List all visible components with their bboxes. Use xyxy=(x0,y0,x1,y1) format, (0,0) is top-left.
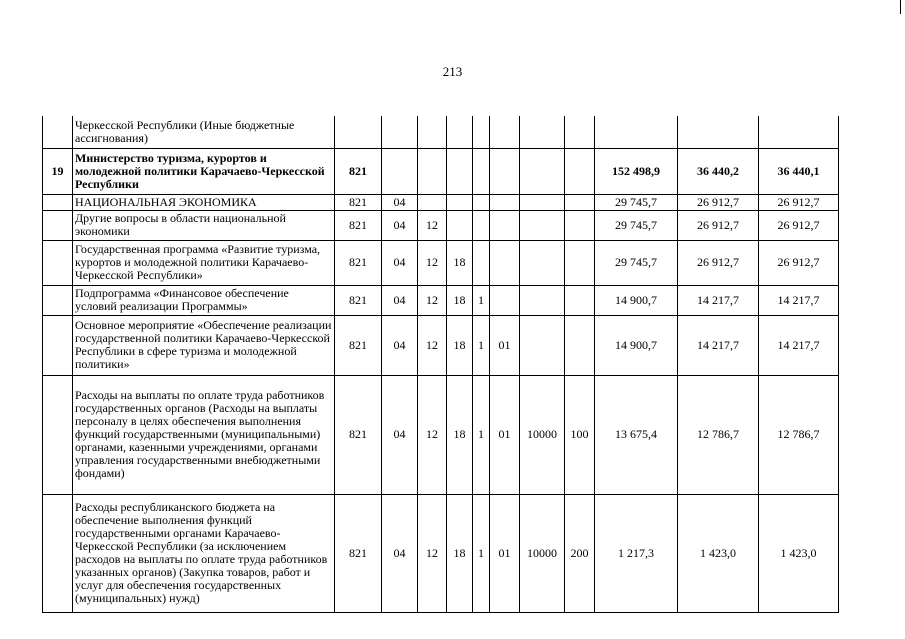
amount-year2-cell: 26 912,7 xyxy=(678,194,759,210)
amount-year3-cell: 26 912,7 xyxy=(759,240,839,285)
row-number-cell xyxy=(43,194,73,210)
amount-year2-cell: 12 786,7 xyxy=(678,375,759,494)
amount-year3-cell: 12 786,7 xyxy=(759,375,839,494)
measure-code-cell xyxy=(490,240,520,285)
item-name-cell: Подпрограмма «Финансовое обеспечение условий реализации Программы» xyxy=(73,285,335,315)
row-number-cell xyxy=(43,315,73,375)
ministry-code-cell: 821 xyxy=(335,210,382,240)
expense-type-cell: 200 xyxy=(565,494,595,612)
subprogram-code-cell xyxy=(473,116,490,148)
section-code-cell xyxy=(382,116,418,148)
ministry-code-cell: 821 xyxy=(335,240,382,285)
measure-code-cell: 01 xyxy=(490,375,520,494)
row-number-cell xyxy=(43,240,73,285)
page-number: 213 xyxy=(442,64,463,79)
subsection-code-cell: 12 xyxy=(418,210,447,240)
subsection-code-cell: 12 xyxy=(418,285,447,315)
table-row xyxy=(43,148,839,194)
expense-direction-cell xyxy=(520,116,565,148)
program-code-cell xyxy=(447,148,473,194)
section-code-cell: 04 xyxy=(382,194,418,210)
table-row xyxy=(43,315,839,375)
table-row xyxy=(43,240,839,285)
expense-type-cell xyxy=(565,285,595,315)
item-name-cell: Другие вопросы в области национальной экономики xyxy=(73,210,335,240)
subsection-code-cell: 12 xyxy=(418,315,447,375)
expense-type-cell xyxy=(565,210,595,240)
measure-code-cell xyxy=(490,194,520,210)
item-name-cell: Расходы республиканского бюджета на обеспечение выполнения функций государственными органами Карачаево-Черкесской Республики (за исключением расходов на выплаты по оплате труда работников указанных органов) (Закупка товаров, работ и услуг для обеспечения государственных (муниципальных) нужд) xyxy=(73,494,335,612)
ministry-code-cell: 821 xyxy=(335,315,382,375)
amount-year3-cell xyxy=(759,116,839,148)
amount-year1-cell: 29 745,7 xyxy=(595,240,678,285)
amount-year1-cell: 152 498,9 xyxy=(595,148,678,194)
section-code-cell: 04 xyxy=(382,285,418,315)
item-name-cell: Основное мероприятие «Обеспечение реализации государственной политики Карачаево-Черкесской Республики в сфере туризма и молодежной политики» xyxy=(73,315,335,375)
amount-year3-cell: 26 912,7 xyxy=(759,194,839,210)
subsection-code-cell: 12 xyxy=(418,375,447,494)
item-name-cell: Государственная программа «Развитие туризма, курортов и молодежной политики Карачаево-Черкесской Республики» xyxy=(73,240,335,285)
expense-type-cell xyxy=(565,148,595,194)
expense-direction-cell xyxy=(520,148,565,194)
amount-year1-cell: 14 900,7 xyxy=(595,315,678,375)
budget-table xyxy=(42,116,839,613)
table-row xyxy=(43,194,839,210)
amount-year1-cell xyxy=(595,116,678,148)
section-code-cell: 04 xyxy=(382,375,418,494)
amount-year2-cell: 36 440,2 xyxy=(678,148,759,194)
expense-direction-cell xyxy=(520,285,565,315)
program-code-cell: 18 xyxy=(447,375,473,494)
section-code-cell: 04 xyxy=(382,210,418,240)
amount-year1-cell: 13 675,4 xyxy=(595,375,678,494)
amount-year1-cell: 1 217,3 xyxy=(595,494,678,612)
ministry-code-cell: 821 xyxy=(335,285,382,315)
expense-type-cell xyxy=(565,194,595,210)
amount-year3-cell: 36 440,1 xyxy=(759,148,839,194)
subprogram-code-cell xyxy=(473,210,490,240)
row-number-cell: 19 xyxy=(43,148,73,194)
subsection-code-cell: 12 xyxy=(418,494,447,612)
item-name-cell: Расходы на выплаты по оплате труда работников государственных органов (Расходы на выплаты персоналу в целях обеспечения выполнения функций государственными (муниципальными) органами, казенными учреждениями, органами управления государственными внебюджетными фондами) xyxy=(73,375,335,494)
subprogram-code-cell: 1 xyxy=(473,375,490,494)
subsection-code-cell xyxy=(418,194,447,210)
row-number-cell xyxy=(43,210,73,240)
measure-code-cell xyxy=(490,285,520,315)
ministry-code-cell: 821 xyxy=(335,375,382,494)
program-code-cell: 18 xyxy=(447,285,473,315)
measure-code-cell xyxy=(490,148,520,194)
section-code-cell: 04 xyxy=(382,494,418,612)
measure-code-cell: 01 xyxy=(490,494,520,612)
scan-corner-mark xyxy=(900,0,901,14)
program-code-cell xyxy=(447,210,473,240)
item-name-cell: Черкесской Республики (Иные бюджетные ассигнования) xyxy=(73,116,335,148)
section-code-cell: 04 xyxy=(382,240,418,285)
table-row xyxy=(43,375,839,494)
subprogram-code-cell: 1 xyxy=(473,285,490,315)
program-code-cell: 18 xyxy=(447,240,473,285)
ministry-code-cell xyxy=(335,116,382,148)
expense-type-cell xyxy=(565,240,595,285)
amount-year2-cell: 14 217,7 xyxy=(678,315,759,375)
measure-code-cell xyxy=(490,116,520,148)
amount-year3-cell: 26 912,7 xyxy=(759,210,839,240)
table-row xyxy=(43,116,839,148)
amount-year2-cell: 14 217,7 xyxy=(678,285,759,315)
measure-code-cell: 01 xyxy=(490,315,520,375)
ministry-code-cell: 821 xyxy=(335,148,382,194)
amount-year2-cell: 1 423,0 xyxy=(678,494,759,612)
subprogram-code-cell: 1 xyxy=(473,494,490,612)
amount-year2-cell: 26 912,7 xyxy=(678,240,759,285)
expense-direction-cell xyxy=(520,315,565,375)
table-row xyxy=(43,285,839,315)
table-row xyxy=(43,494,839,612)
expense-direction-cell: 10000 xyxy=(520,494,565,612)
expense-direction-cell xyxy=(520,240,565,285)
section-code-cell xyxy=(382,148,418,194)
row-number-cell xyxy=(43,494,73,612)
expense-type-cell xyxy=(565,315,595,375)
row-number-cell xyxy=(43,116,73,148)
ministry-code-cell: 821 xyxy=(335,194,382,210)
item-name-cell: Министерство туризма, курортов и молодежной политики Карачаево-Черкесской Республики xyxy=(73,148,335,194)
subprogram-code-cell xyxy=(473,194,490,210)
program-code-cell: 18 xyxy=(447,315,473,375)
expense-type-cell: 100 xyxy=(565,375,595,494)
row-number-cell xyxy=(43,285,73,315)
amount-year3-cell: 14 217,7 xyxy=(759,285,839,315)
table-body xyxy=(43,116,839,612)
subprogram-code-cell xyxy=(473,148,490,194)
subsection-code-cell xyxy=(418,116,447,148)
item-name-cell: НАЦИОНАЛЬНАЯ ЭКОНОМИКА xyxy=(73,194,335,210)
expense-direction-cell: 10000 xyxy=(520,375,565,494)
subsection-code-cell xyxy=(418,148,447,194)
row-number-cell xyxy=(43,375,73,494)
subprogram-code-cell xyxy=(473,240,490,285)
program-code-cell xyxy=(447,194,473,210)
table-row xyxy=(43,210,839,240)
amount-year2-cell: 26 912,7 xyxy=(678,210,759,240)
ministry-code-cell: 821 xyxy=(335,494,382,612)
amount-year1-cell: 29 745,7 xyxy=(595,194,678,210)
section-code-cell: 04 xyxy=(382,315,418,375)
amount-year3-cell: 14 217,7 xyxy=(759,315,839,375)
expense-type-cell xyxy=(565,116,595,148)
amount-year3-cell: 1 423,0 xyxy=(759,494,839,612)
measure-code-cell xyxy=(490,210,520,240)
amount-year1-cell: 29 745,7 xyxy=(595,210,678,240)
program-code-cell xyxy=(447,116,473,148)
subprogram-code-cell: 1 xyxy=(473,315,490,375)
expense-direction-cell xyxy=(520,194,565,210)
expense-direction-cell xyxy=(520,210,565,240)
subsection-code-cell: 12 xyxy=(418,240,447,285)
amount-year1-cell: 14 900,7 xyxy=(595,285,678,315)
amount-year2-cell xyxy=(678,116,759,148)
program-code-cell: 18 xyxy=(447,494,473,612)
